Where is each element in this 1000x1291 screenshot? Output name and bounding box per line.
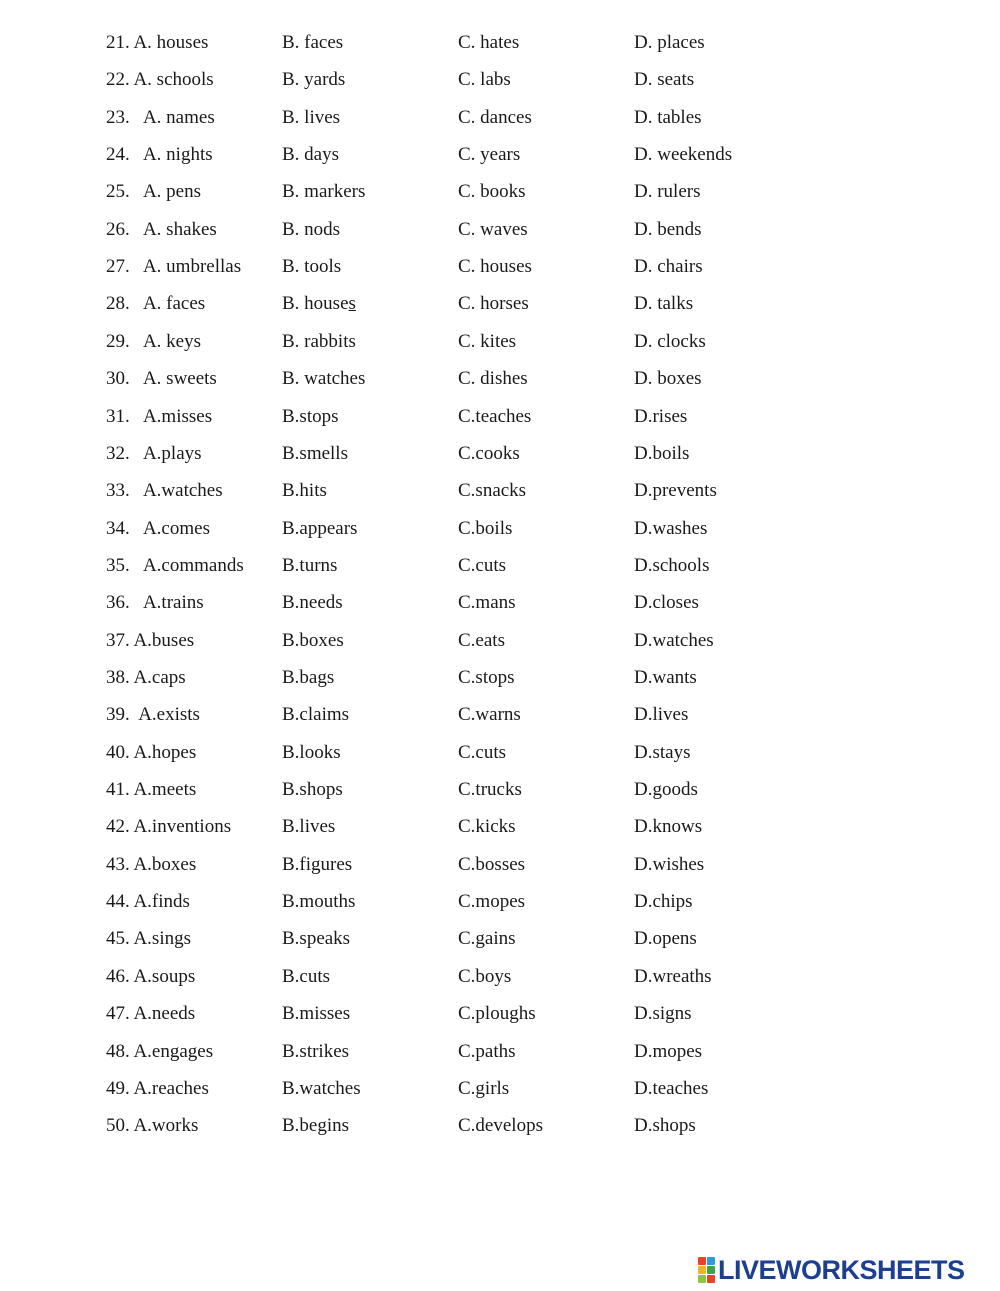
option-b: B. tools [282, 256, 342, 278]
option-a [106, 665, 186, 691]
option-a [106, 478, 223, 504]
option-d: D.signs [634, 1003, 692, 1025]
question-number: 33. [106, 480, 143, 502]
logo-square [707, 1275, 715, 1283]
option-b: B. markers [282, 181, 366, 203]
option-c: C.stops [458, 667, 515, 688]
option-b: B.speaks [282, 928, 351, 950]
question-row [0, 478, 1000, 504]
option-d: D.mopes [634, 1040, 703, 1062]
option-a-text: A.hopes [133, 741, 197, 763]
option-d: D.schools [634, 554, 710, 576]
question-number: 27. [106, 256, 143, 278]
option-b: B.needs [282, 592, 343, 614]
option-a [106, 105, 215, 131]
option-b: B. nods [282, 218, 341, 240]
question-row [0, 217, 1000, 243]
option-c: C.teaches [458, 405, 532, 427]
question-row [0, 441, 1000, 467]
logo-square [707, 1257, 715, 1265]
option-c: C. labs [458, 69, 511, 91]
option-b: B.turns [282, 554, 338, 576]
option-a-text: A. umbrellas [142, 256, 242, 278]
option-d: D.wishes [634, 853, 705, 875]
option-d: D.chips [634, 891, 693, 913]
option-c: C. dances [458, 106, 532, 128]
option-d: D.goods [634, 779, 698, 800]
option-b: B.begins [282, 1115, 350, 1137]
option-d: D.knows [634, 816, 703, 838]
question-row [0, 179, 1000, 205]
option-a-text: A.exists [138, 704, 200, 726]
question-number: 34. [106, 517, 143, 539]
option-d: D. talks [634, 293, 694, 315]
question-number: 24. [106, 144, 143, 166]
question-row [0, 1001, 1000, 1027]
option-b: B.boxes [282, 629, 344, 651]
option-a [106, 217, 217, 243]
question-number: 46. [106, 965, 134, 987]
question-row [0, 964, 1000, 990]
question-number: 47. [106, 1003, 134, 1025]
option-d: D.prevents [634, 480, 717, 502]
option-c: C.boils [458, 517, 513, 539]
question-number: 42. [106, 816, 134, 838]
question-row [0, 777, 1000, 803]
option-a-text: A. houses [133, 32, 209, 53]
question-number: 48. [106, 1040, 134, 1062]
option-a-text: A.inventions [133, 816, 232, 838]
option-b: B.strikes [282, 1040, 350, 1062]
option-b: B.misses [282, 1003, 351, 1025]
option-c: C. houses [458, 256, 532, 278]
option-d: D.stays [634, 741, 691, 763]
option-d: D. tables [634, 106, 702, 128]
option-a-text: A.reaches [133, 1077, 209, 1099]
option-c: C.kicks [458, 816, 516, 838]
option-c: C.paths [458, 1040, 516, 1062]
question-row [0, 142, 1000, 168]
option-text-prefix: B. house [282, 293, 349, 315]
option-b [282, 291, 356, 317]
question-number: 32. [106, 442, 143, 464]
option-b: B.lives [282, 816, 336, 838]
option-c: C.mopes [458, 891, 526, 913]
question-row [0, 366, 1000, 392]
question-row [0, 702, 1000, 728]
option-a [106, 1001, 195, 1027]
option-a [106, 702, 200, 728]
option-c: C.bosses [458, 853, 526, 875]
option-c: C.warns [458, 704, 521, 726]
option-a [106, 1076, 209, 1102]
option-d: D.opens [634, 928, 697, 950]
logo-square [698, 1257, 706, 1265]
option-a-text: A.finds [133, 891, 190, 913]
question-number: 49. [106, 1077, 134, 1099]
option-b: B.shops [282, 779, 343, 800]
option-c: C.mans [458, 592, 516, 614]
logo-text: LIVEWORKSHEETS [718, 1255, 965, 1285]
option-a [106, 30, 208, 56]
question-number: 31. [106, 405, 143, 427]
option-a-text: A.trains [142, 592, 204, 614]
option-a-text: A.engages [133, 1040, 214, 1062]
question-number: 39. [106, 704, 139, 726]
option-a-text: A.works [133, 1115, 199, 1137]
option-d: D. weekends [634, 144, 733, 166]
option-a [106, 516, 210, 542]
question-row [0, 628, 1000, 654]
option-b: B.mouths [282, 891, 356, 913]
underlined-letter: s [348, 293, 356, 315]
option-d: D. chairs [634, 256, 703, 278]
question-row [0, 67, 1000, 93]
option-c: C.boys [458, 965, 512, 987]
question-row [0, 665, 1000, 691]
option-d: D.wreaths [634, 965, 712, 987]
option-b: B. faces [282, 32, 344, 53]
option-b: B. lives [282, 106, 341, 128]
option-b: B.claims [282, 704, 350, 726]
question-row [0, 740, 1000, 766]
option-d: D.wants [634, 667, 697, 688]
question-number: 25. [106, 181, 143, 203]
option-d: D.teaches [634, 1077, 709, 1099]
option-b: B.looks [282, 741, 341, 763]
option-b: B.bags [282, 667, 335, 688]
question-number: 50. [106, 1115, 134, 1137]
option-a-text: A.caps [133, 667, 186, 688]
question-row [0, 553, 1000, 579]
question-number: 35. [106, 554, 143, 576]
question-row [0, 926, 1000, 952]
question-row [0, 889, 1000, 915]
option-a-text: A.meets [133, 779, 197, 800]
question-row [0, 852, 1000, 878]
option-c: C.girls [458, 1077, 510, 1099]
option-b: B.smells [282, 442, 348, 464]
option-a-text: A.buses [133, 629, 195, 651]
option-c: C.cooks [458, 442, 520, 464]
option-d: D.washes [634, 517, 708, 539]
question-row [0, 329, 1000, 355]
question-row [0, 590, 1000, 616]
option-d: D. bends [634, 218, 702, 240]
option-a [106, 777, 196, 803]
question-row [0, 404, 1000, 430]
option-a-text: A. shakes [142, 218, 217, 240]
option-a [106, 852, 196, 878]
option-d: D.shops [634, 1115, 696, 1137]
option-b: B.cuts [282, 965, 331, 987]
option-c: C. hates [458, 32, 520, 53]
option-a [106, 441, 202, 467]
option-c: C.gains [458, 928, 516, 950]
option-a [106, 964, 195, 990]
option-c: C.eats [458, 629, 505, 651]
option-c: C.develops [458, 1115, 543, 1137]
option-a-text: A.needs [133, 1003, 196, 1025]
option-a-text: A. schools [133, 69, 214, 91]
option-a-text: A.sings [133, 928, 191, 950]
option-a [106, 404, 212, 430]
question-number: 28. [106, 293, 143, 315]
option-c: C. waves [458, 218, 528, 240]
option-a-text: A. pens [142, 181, 202, 203]
option-d: D.watches [634, 629, 714, 651]
option-a-text: A. names [142, 106, 215, 128]
option-d: D.rises [634, 405, 688, 427]
question-row [0, 1076, 1000, 1102]
option-d: D.closes [634, 592, 699, 614]
logo-mark-icon [698, 1257, 715, 1283]
option-a [106, 254, 241, 280]
option-a-text: A.plays [142, 442, 202, 464]
option-c: C. dishes [458, 368, 528, 390]
option-a [106, 142, 213, 168]
question-number: 23. [106, 106, 143, 128]
question-number: 29. [106, 330, 143, 352]
option-a [106, 740, 196, 766]
option-c: C.cuts [458, 741, 507, 763]
question-number: 36. [106, 592, 143, 614]
option-c: C. years [458, 144, 521, 166]
option-d: D. seats [634, 69, 695, 91]
logo-square [698, 1266, 706, 1274]
option-a [106, 291, 205, 317]
question-row [0, 105, 1000, 131]
option-b: B.hits [282, 480, 327, 502]
option-a [106, 553, 244, 579]
option-b: B.stops [282, 405, 339, 427]
question-number: 45. [106, 928, 134, 950]
question-row [0, 516, 1000, 542]
option-b: B. rabbits [282, 330, 356, 352]
question-row [0, 814, 1000, 840]
option-c: C.snacks [458, 480, 527, 502]
question-row [0, 291, 1000, 317]
question-row [0, 30, 1000, 56]
option-d: D.boils [634, 442, 690, 464]
option-d: D. rulers [634, 181, 701, 203]
option-b: B.figures [282, 853, 353, 875]
option-a-text: A. keys [142, 330, 202, 352]
option-c: C.ploughs [458, 1003, 536, 1025]
question-row [0, 254, 1000, 280]
question-row [0, 1039, 1000, 1065]
option-b: B. yards [282, 69, 346, 91]
option-b: B. days [282, 144, 339, 166]
option-a-text: A.boxes [133, 853, 197, 875]
option-a-text: A.misses [142, 405, 213, 427]
option-d: D. boxes [634, 368, 702, 390]
question-number: 26. [106, 218, 143, 240]
option-a [106, 329, 201, 355]
question-number: 21. [106, 32, 134, 53]
question-number: 30. [106, 368, 143, 390]
option-a-text: A. nights [142, 144, 213, 166]
option-b: B.appears [282, 517, 358, 539]
option-a [106, 628, 194, 654]
option-a [106, 889, 190, 915]
option-b: B. watches [282, 368, 366, 390]
option-a [106, 366, 217, 392]
option-a [106, 179, 201, 205]
option-a-text: A.watches [142, 480, 223, 502]
option-a-text: A. faces [142, 293, 206, 315]
option-c: C.trucks [458, 779, 522, 800]
logo-square [707, 1266, 715, 1274]
question-number: 22. [106, 69, 134, 91]
logo-square [698, 1275, 706, 1283]
question-number: 44. [106, 891, 134, 913]
question-number: 38. [106, 667, 134, 688]
option-c: C. kites [458, 330, 517, 352]
option-a-text: A.comes [142, 517, 210, 539]
option-c: C.cuts [458, 554, 507, 576]
option-a-text: A.commands [142, 554, 244, 576]
option-d: D. places [634, 32, 705, 53]
question-number: 40. [106, 741, 134, 763]
option-b: B.watches [282, 1077, 361, 1099]
question-row [0, 1113, 1000, 1139]
option-c: C. books [458, 181, 526, 203]
option-a-text: A.soups [133, 965, 196, 987]
option-a [106, 926, 191, 952]
option-a [106, 590, 204, 616]
option-a [106, 814, 231, 840]
option-d: D.lives [634, 704, 689, 726]
option-a-text: A. sweets [142, 368, 217, 390]
option-a [106, 1039, 213, 1065]
question-number: 41. [106, 779, 134, 800]
question-number: 37. [106, 629, 134, 651]
question-number: 43. [106, 853, 134, 875]
option-d: D. clocks [634, 330, 706, 352]
liveworksheets-logo [698, 1256, 965, 1284]
option-a [106, 67, 214, 93]
option-a [106, 1113, 198, 1139]
option-c: C. horses [458, 293, 529, 315]
